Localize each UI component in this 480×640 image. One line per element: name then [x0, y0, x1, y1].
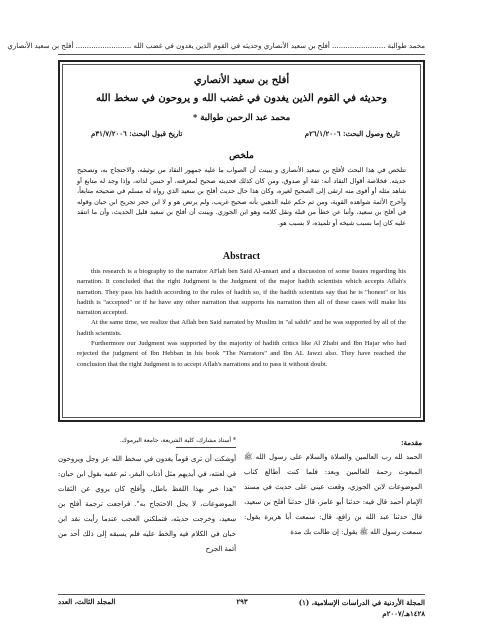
intro-text: الحمد لله رب العالمين والصلاة والسلام على رسول الله ﷺ المبعوث رحمة للعالمين وبعد: فلما كنت أطالع كتاب الموضوعات لابن الجوزي، وقعت عيني على حديث في مسند الإمام أحمد قال فيه: حدثنا أبو عامر، قال حدثنا أفلح بن سعيد، قال حدثنا عبد الله بن رافع، قال: سمعت أبا هريرة يقول: سمعت رسول الله ﷺ يقول: إن طالت بك مدة [244, 453, 422, 536]
running-header: محمد طوالبة ........................ أفلح بن سعيد الأنصاري وحديثه في القوم الذين يغدون في غضب الله ......................... أفلح بن سعيد الأنصاري [7, 42, 425, 50]
page-number: ٢٩٣ [236, 597, 248, 606]
article-frame-inner [62, 64, 421, 418]
summary-heading: ملخص [229, 151, 254, 161]
intro-heading: مقدمة: [400, 438, 422, 447]
body-column-left [58, 435, 236, 557]
article-title-line-1: أفلح بن سعيد الأنصاري [193, 75, 290, 86]
footer-divider [58, 594, 425, 595]
footer-volume: المجلد الثالث، العدد [58, 597, 116, 606]
footnote-divider [176, 447, 236, 448]
dates-row [83, 129, 400, 143]
author-name: محمد عبد الرحمن طوالبة * [192, 113, 291, 123]
footer-journal: المجلة الأردنية في الدراسات الإسلامية، (١) ١٤٢٨هـ/٢٠٠٧م [298, 598, 425, 618]
body-text-continued: أوشكت أن ترى قوماً يغدون في سخط الله عز وجل ويروحون في لعنته، في أيديهم مثل أذناب البقر، ثم عقبه بقول ابن حبان: "هذا خبر بهذا اللفظ باطل، وأفلح كان يروي عن الثقات الموضوعات، لا يحل الاحتجاج به". فراجعت ترجمة أفلح بن سعيد، وخرجت حديثه، فتملكني العجب عندما رأيت نقد ابن حبان في الكلام فيه والخط عليه فلم يسبقه إلى ذلك أحد من أئمة الجرح [58, 455, 236, 553]
article-frame [58, 60, 425, 422]
abstract-body [77, 267, 406, 370]
summary-text: تتلخص في هذا البحث لأفلح بن سعيد الأنصاري و يبينت أن الصواب ما عليه جمهور النقاد من توثيقه، والاحتجاج به، وتصحيح حديثه. فخلاصة أقوال النقاد أنه: ثقة أو صدوق، ومن كان كذلك فحديثه صحيح لمعرفته، أو حسن لذاته، وإذا وجد له متابع أو شاهد مثله أو أقوى منه ارتقى إلى الصحيح لغيره، وكان هذا حال حديث أفلح بن سعيد الذي رواه له مسلم في صحيحه متابعاً، وأخرج الأئمة شواهده القوية، ومن ثم حكم عليه الذهبي بأنه صحيح غريب، ولم يرتض هو و لا ابن حجر تجريح ابن حبان وقوله في أفلح بن سعيد، وأننا عن خطأ من قبله ونقل كلامه وهو ابن الجوزي. ويبنت أن أفلح بن سعيد قليل الحديث، وأن ما انتقد عليه كان إما بسبب شيخه أو تلميذه، لا بسبب هو. [77, 166, 406, 227]
body-column-right [244, 435, 422, 540]
abstract-heading: Abstract [222, 251, 261, 262]
date-accepted: تاريخ قبول البحث: ٣١/٧/٢٠٠٦م [91, 129, 183, 138]
article-title-line-2: وحديثه في القوم الذين يغدون في غضب الله و يروحون في سخط الله [96, 93, 387, 104]
abstract-paragraph: At the same time, we realize that Aflah ben Said narrated by Muslim in "al sahih" and he was supported by all of the hadith scientists. [77, 319, 406, 337]
header-divider [58, 54, 425, 55]
abstract-paragraph: Furthermore our Judgment was supported by the majority of hadith critics like Al Zhabi and Ibn Hajar who had rejected the judgment of Ibn Hebban in his book "The Narrators" and Ibn AL Jawzi also. They have reached the conclusion that the right Judgment is to accept Aflah's narrations and to pass it without doubt. [77, 340, 406, 368]
date-received: تاريخ وصول البحث: ٢٦/١/٢٠٠٦م [304, 129, 400, 138]
abstract-paragraph: this research is a biography to the narrator AFlah ben Said Al-ansari and a discussion of some Issues regarding his narration. It concluded that the right Judgment is the Judgment of the major hadith scientists which accepts Aflah's narration. They pass his hadith according to the rules of hadith so, if the hadith scientists say that he is "honest" or his hadith is "accepted" or if he have any other narration that supports his narration then all of these cases will make his narration accepted. [77, 268, 406, 317]
author-footnote: * أستاذ مشارك، كلية الشريعة، جامعة اليرموك. [119, 437, 236, 444]
